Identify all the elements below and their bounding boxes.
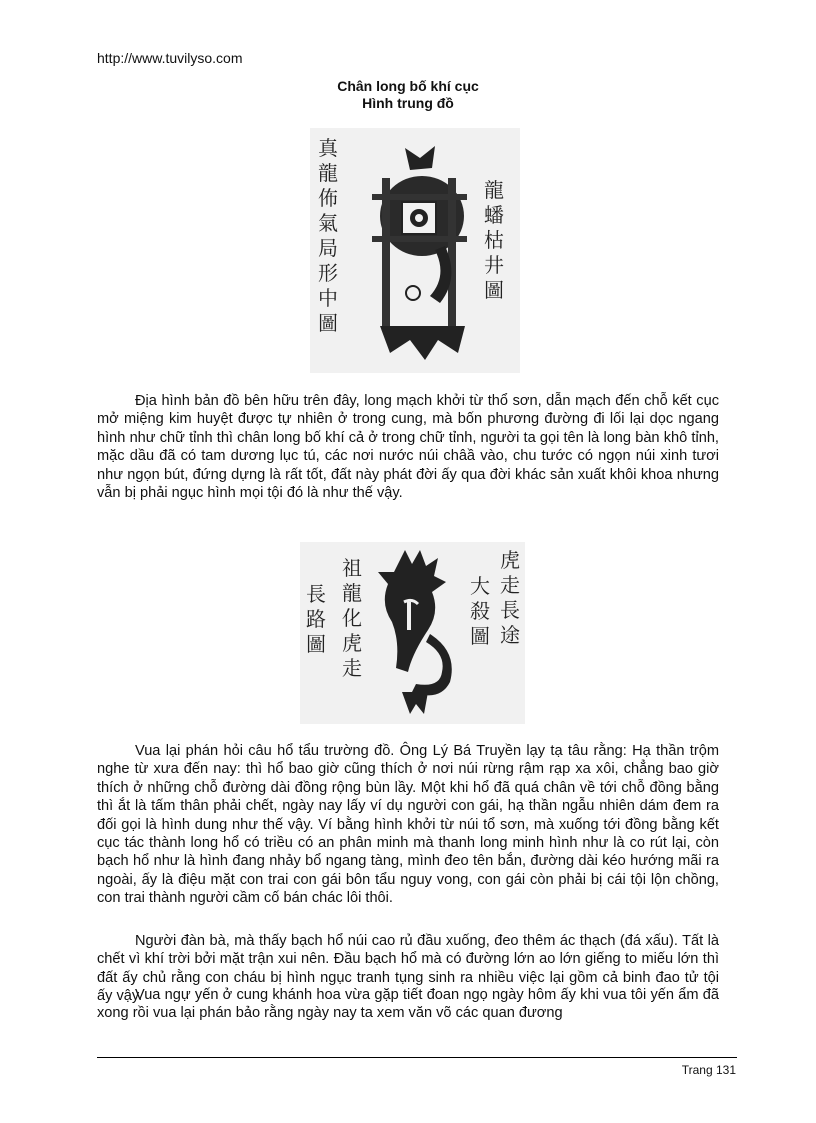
page-number: Trang 131 (681, 1063, 736, 1077)
footer-divider (97, 1057, 737, 1058)
figure1-left-caption: 真龍佈氣局形中圖 (318, 136, 338, 335)
figure2-caption-4: 虎走長途 (500, 548, 520, 647)
figure1-right-caption: 龍蟠枯井圖 (484, 178, 504, 302)
figure2-caption-2: 祖龍化虎走 (342, 556, 362, 680)
paragraph-2: Vua lại phán hỏi câu hổ tẩu trường đồ. Ông Lý Bá Truyền lạy tạ tâu rằng: Hạ thần trộm nghe từ xưa đến nay: thì hổ bao giờ cũng thích ở nơi núi rừng rậm rạp xa xôi, chẳng bao giờ thích ở những chỗ đường dài đồng rộng bùn lầy. Một khi hổ đã quá chân về tới chỗ đồng bằng thì ắt là tấm thân phải chết, ngày nay lấy ví dụ người con gái, hạ thần ngẫu nhiên dám đem ra đối gọi là hình dung như thế vậy. Ví bằng hình khởi từ núi tổ sơn, mà xuống tới đồng bằng kết cục tác thành long hổ có triều có an phân minh mà thanh long minh hình như là co rút lại, còn bạch hổ như là hình đang nhảy bổ ngang tàng, mình đeo tên bắn, đường dài kéo hướng mãi ra ngoài, ấy là điệu mặt con trai con gái bôn tẩu nguy vong, con gái còn phải bị cái tội lộn chồng, con trai thành người cầm cố bán chác lôi thôi. (97, 743, 719, 907)
source-url: http://www.tuvilyso.com (97, 50, 243, 66)
figure-tiger-road (300, 542, 525, 724)
page-subtitle: Hình trung đồ (362, 95, 454, 111)
figure-dragon-well (310, 128, 520, 373)
figure2-caption-3: 大殺圖 (470, 574, 490, 648)
tiger-road-drawing (300, 542, 525, 724)
page-title: Chân long bố khí cục (337, 78, 479, 94)
paragraph-3: Người đàn bà, mà thấy bạch hổ núi cao rủ đầu xuống, đeo thêm ác thạch (đá xấu). Tất là chết vì khí trời bởi mặt trận xui nên. Đầu bạch hổ mà có đường lớn ao lớn giếng to miếu lớn thì đất ấy chủ rằng con cháu bị hình ngục tranh tụng sinh ra nhiều việc lại gồm cả binh đao tử tội ấy vậy. (97, 933, 719, 1005)
figure2-caption-1: 長路圖 (306, 582, 326, 656)
paragraph-4: Vua ngự yến ở cung khánh hoa vừa gặp tiết đoan ngọ ngày hôm ấy khi vua tôi yến ẩm đã xong rồi vua lại phán bảo rằng ngày nay ta xem văn võ các quan đương (97, 987, 719, 1022)
paragraph-1: Địa hình bản đồ bên hữu trên đây, long mạch khởi từ thổ sơn, dẫn mạch đến chỗ kết cục mở miệng kim huyệt được tự nhiên ở trong cung, mà bốn phương đường đi lối lại dọc ngang hình như chữ tỉnh thì chân long bố khí cả ở trong chữ tỉnh, người ta gọi tên là long bàn khô tỉnh, mặc dầu đã có tam dương lục tú, các nơi nước núi châầ vào, chu tước có ngọn núi xinh tươi như ngọn bút, đứng dựng là rất tốt, đất này phát đời ấy qua đời khác sản xuất khôi khoa nhưng vẫn bị phải ngục hình mọi tội đó là như thế vậy. (97, 393, 719, 502)
dragon-well-drawing (310, 128, 520, 373)
